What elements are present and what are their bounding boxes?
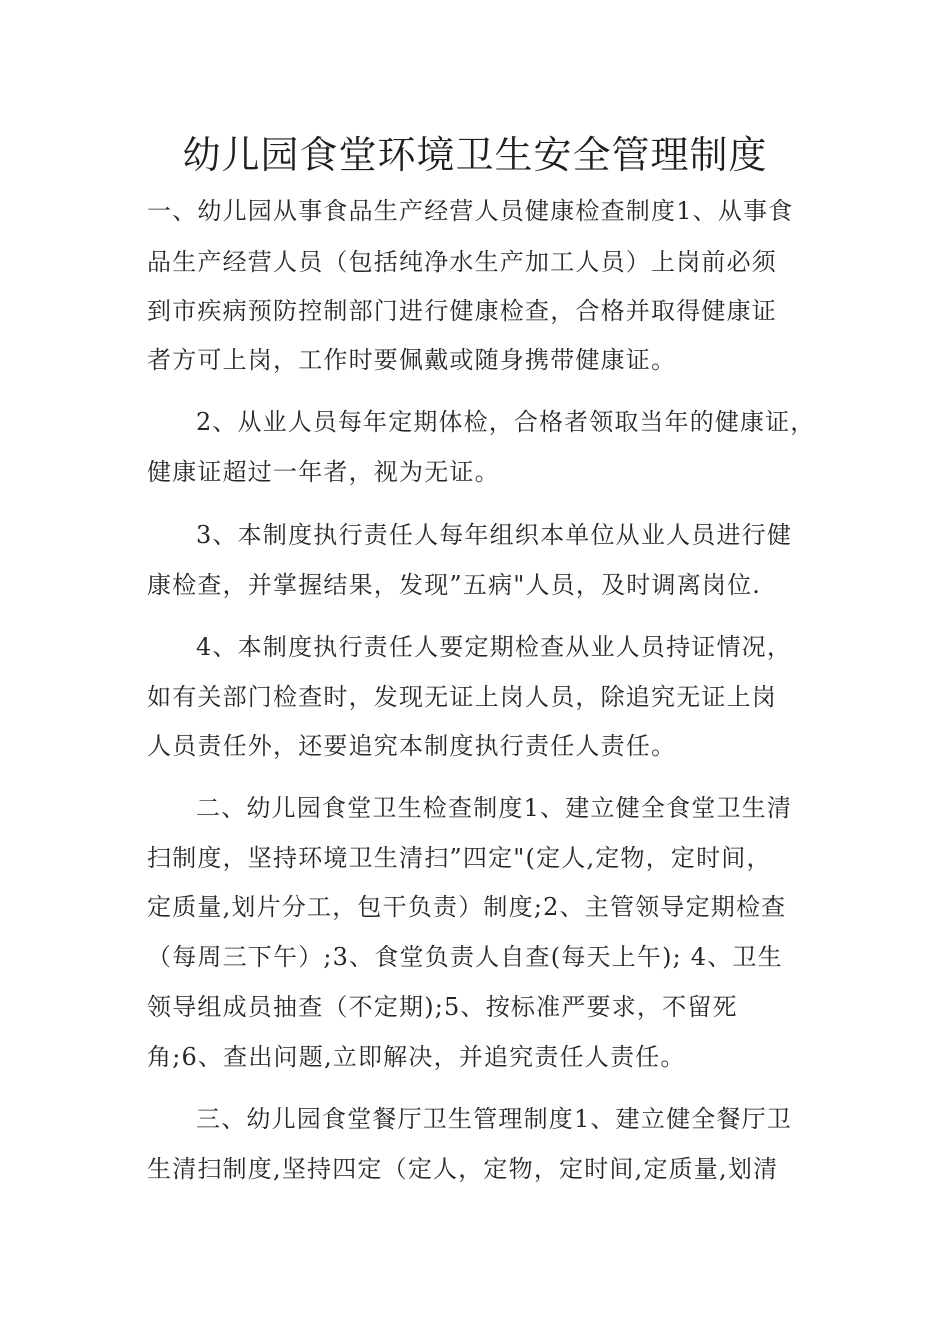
text-line: 3、本制度执行责任人每年组织本单位从业人员进行健 (196, 521, 793, 549)
text-line: （每周三下午）;3、食堂负责人自查(每天上午); 4、卫生 (147, 943, 783, 971)
text-line: 领导组成员抽查（不定期);5、按标准严要求，不留死 (147, 993, 738, 1021)
text-line: 品生产经营人员（包括纯净水生产加工人员）上岗前必须 (147, 248, 777, 276)
text-line: 4、本制度执行责任人要定期检查从业人员持证情况， (196, 633, 793, 661)
text-line: 一、幼儿园从事食品生产经营人员健康检查制度1、从事食 (147, 197, 794, 225)
text-line: 扫制度，坚持环境卫生清扫”四定"(定人,定物，定时间， (147, 844, 772, 872)
text-line: 生清扫制度,坚持四定（定人，定物，定时间,定质量,划清 (147, 1155, 779, 1183)
text-line: 康检查，并掌握结果，发现”五病"人员，及时调离岗位. (147, 571, 762, 599)
text-line: 2、从业人员每年定期体检，合格者领取当年的健康证， (196, 408, 816, 436)
text-line: 人员责任外，还要追究本制度执行责任人责任。 (147, 732, 677, 760)
text-line: 三、幼儿园食堂餐厅卫生管理制度1、建立健全餐厅卫 (196, 1105, 793, 1133)
text-line: 者方可上岗，工作时要佩戴或随身携带健康证。 (147, 346, 677, 374)
text-line: 如有关部门检查时，发现无证上岗人员，除追究无证上岗 (147, 683, 777, 711)
text-line: 到市疾病预防控制部门进行健康检查，合格并取得健康证 (147, 297, 777, 325)
document-title: 幼儿园食堂环境卫生安全管理制度 (182, 133, 768, 177)
text-line: 二、幼儿园食堂卫生检查制度1、建立健全食堂卫生清 (196, 794, 793, 822)
text-line: 角;6、查出问题,立即解决，并追究责任人责任。 (147, 1043, 686, 1071)
text-line: 健康证超过一年者，视为无证。 (147, 458, 500, 486)
text-line: 定质量,划片分工，包干负责）制度;2、主管领导定期检查 (147, 893, 787, 921)
